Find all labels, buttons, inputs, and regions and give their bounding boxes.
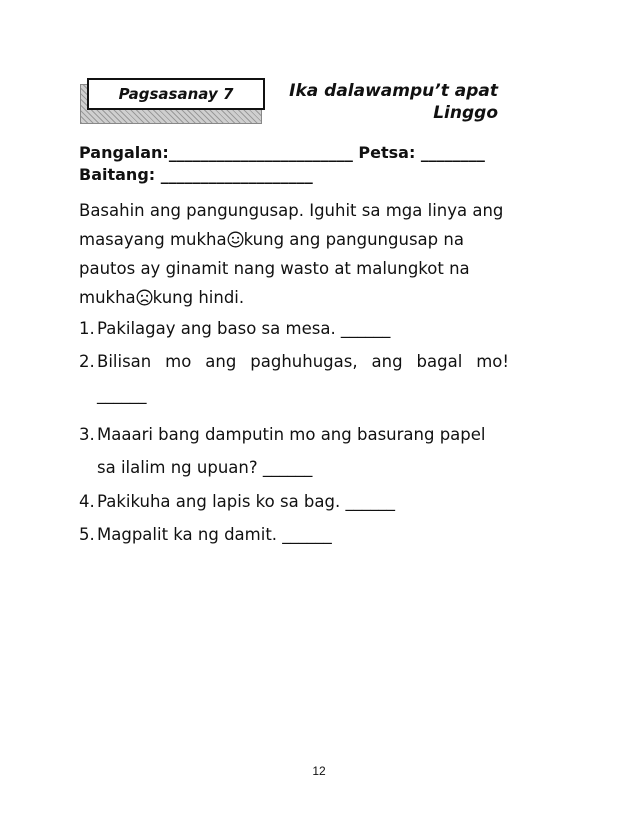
item-number: 1. xyxy=(79,319,95,338)
grade-label: Baitang: xyxy=(79,165,156,184)
item-text-continued: ______ xyxy=(97,385,147,404)
list-item xyxy=(79,425,509,458)
exercise-badge xyxy=(87,78,265,110)
page-number: 12 xyxy=(312,764,326,778)
list-item xyxy=(79,525,509,558)
item-text: Magpalit ka ng damit. ______ xyxy=(97,525,332,544)
date-label: Petsa: xyxy=(358,143,416,162)
item-text: Pakilagay ang baso sa mesa. ______ xyxy=(97,319,391,338)
exercise-badge-label: Pagsasanay 7 xyxy=(118,85,234,103)
item-text: Maaari bang damputin mo ang basurang papel xyxy=(97,425,486,444)
week-heading-line1: Ika dalawampu’t apat xyxy=(289,81,498,101)
smiley-face-icon xyxy=(227,231,244,248)
list-item-continuation xyxy=(79,385,509,425)
list-item-continuation xyxy=(79,458,509,492)
sad-face-icon xyxy=(136,289,153,306)
item-text: Pakikuha ang lapis ko sa bag. ______ xyxy=(97,492,395,511)
name-blank: _______________________ xyxy=(168,143,353,162)
item-number: 3. xyxy=(79,425,95,444)
item-number: 5. xyxy=(79,525,95,544)
date-blank: ________ xyxy=(420,143,485,162)
list-item xyxy=(79,492,509,525)
list-item xyxy=(79,319,509,352)
instructions-text-3: kung hindi. xyxy=(152,288,245,307)
grade-blank: ___________________ xyxy=(160,165,313,184)
grade-row xyxy=(79,164,313,186)
week-heading-line2: Linggo xyxy=(433,103,498,123)
name-date-row xyxy=(79,142,485,164)
item-text: Bilisan mo ang paghuhugas, ang bagal mo! xyxy=(97,352,509,371)
item-number: 2. xyxy=(79,352,95,371)
item-number: 4. xyxy=(79,492,95,511)
list-item xyxy=(79,352,509,385)
sentence-list xyxy=(79,319,509,558)
item-text-continued: sa ilalim ng upuan? ______ xyxy=(97,458,313,477)
name-label: Pangalan: xyxy=(79,143,169,162)
instructions-paragraph xyxy=(79,196,509,312)
instructions-text-2: kung ang pangungusap na pautos ay ginamit nang wasto at malungkot na mukha xyxy=(79,230,470,307)
week-heading xyxy=(289,80,498,124)
instructions-text-1: Basahin ang pangungusap. Iguhit sa mga linya ang masayang mukha xyxy=(79,201,504,249)
